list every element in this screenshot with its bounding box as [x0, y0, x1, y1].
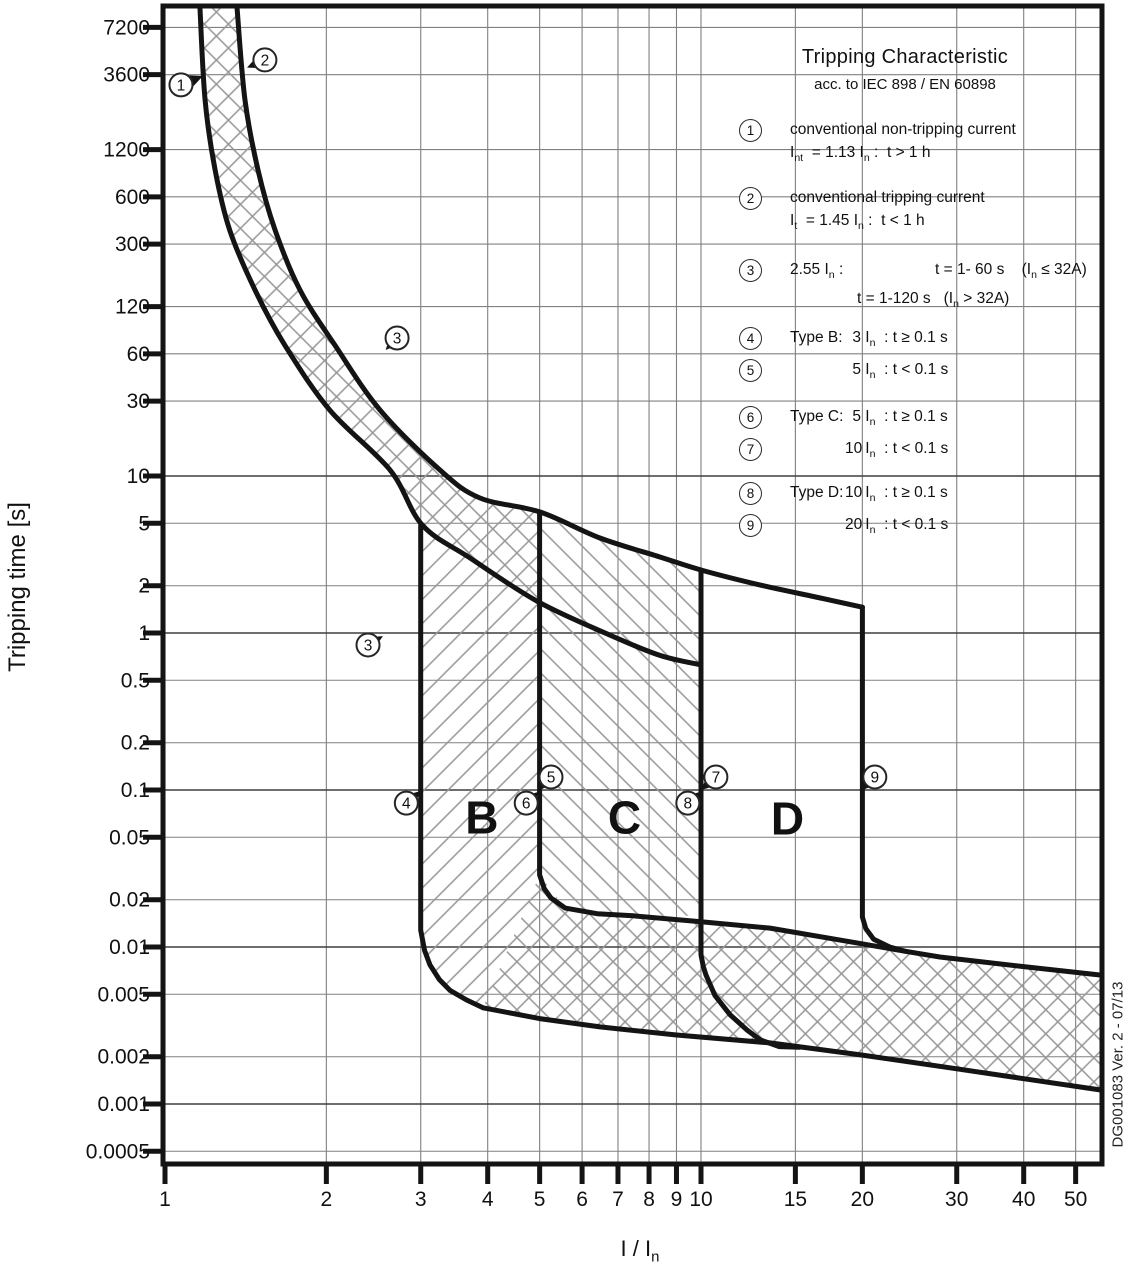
y-tick-label: 0.02: [109, 888, 150, 912]
document-reference-note: DG001083 Ver. 2 - 07/13: [1109, 981, 1127, 1148]
y-axis-title: Tripping time [s]: [4, 502, 31, 672]
y-tick-label: 0.002: [97, 1045, 150, 1069]
legend-item-text: 2.55 $I_n$ :: [790, 261, 844, 282]
marker-number: 5: [546, 769, 556, 787]
legend-item-condition: $I_n$ : t ≥ 0.1 s: [861, 483, 948, 504]
region-label-D: D: [770, 792, 805, 845]
x-tick-label: 5: [533, 1188, 546, 1211]
marker-number: 3: [363, 637, 373, 655]
x-tick-label: 4: [481, 1188, 494, 1211]
legend-item-text: conventional tripping current: [790, 189, 985, 207]
marker-6: [515, 792, 539, 815]
legend-item-type: Type B:: [790, 329, 843, 347]
marker-number: 1: [176, 77, 186, 95]
marker-7: [701, 766, 727, 790]
marker-5: [540, 766, 563, 790]
legend-item-number-badge: 6: [739, 406, 762, 429]
legend-item-condition: $I_n$ : t ≥ 0.1 s: [861, 407, 948, 428]
y-tick-label: 3600: [103, 63, 150, 87]
legend-item-number-badge: 7: [739, 438, 762, 461]
y-tick-label: 2: [138, 574, 150, 598]
y-tick-labels: [86, 16, 150, 1163]
marker-number: 2: [260, 52, 270, 70]
x-axis-title: I / $I_n$: [620, 1236, 660, 1266]
y-tick-label: 1: [138, 622, 150, 645]
y-tick-label: 0.005: [97, 983, 150, 1007]
x-tick-label: 20: [850, 1188, 875, 1211]
legend-item-number-badge: 4: [739, 327, 762, 350]
legend-item-8: [712, 482, 1098, 509]
y-tick-label: 7200: [103, 16, 150, 40]
y-tick-label: 120: [114, 295, 150, 319]
x-tick-label: 7: [612, 1188, 624, 1211]
legend-item-multiplier: 3: [852, 329, 861, 347]
x-tick-label: 10: [689, 1188, 713, 1211]
y-tick-label: 0.0005: [85, 1140, 150, 1164]
marker-4: [395, 791, 421, 815]
legend-item-number-badge: 9: [739, 514, 762, 537]
y-tick-label: 300: [114, 233, 150, 257]
legend-item-condition: $I_n$ : t < 0.1 s: [861, 515, 949, 536]
legend-item-number-badge: 5: [739, 359, 762, 382]
x-tick-label: 40: [1012, 1188, 1036, 1211]
x-tick-label: 3: [414, 1188, 427, 1211]
marker-number: 8: [683, 795, 693, 813]
legend-item-condition: $I_n$ : t ≥ 0.1 s: [861, 329, 948, 350]
legend-box: [712, 46, 1098, 541]
marker-1: [169, 73, 202, 96]
x-tick-label: 30: [945, 1188, 969, 1211]
y-tick-label: 10: [126, 465, 150, 488]
x-tick-label: 1: [159, 1188, 171, 1211]
y-tick-label: 5: [138, 512, 150, 536]
legend-item-text: conventional non-tripping current: [790, 121, 1016, 138]
legend-item-formula: $I_{nt} = 1.13$ $I_n$ : t > 1 h: [790, 144, 931, 165]
legend-item-multiplier: 10: [845, 483, 863, 501]
x-tick-label: 6: [576, 1188, 588, 1211]
legend-item-1: [712, 119, 1098, 140]
legend-items: [712, 119, 1098, 541]
legend-item-6: [712, 406, 1098, 433]
legend-item-condition: $I_n$ : t < 0.1 s: [861, 439, 949, 460]
legend-item-5: [712, 359, 1098, 386]
y-tick-label: 1200: [103, 138, 150, 162]
legend-title: Tripping Characteristic: [801, 46, 1009, 68]
hatch-region-type-C-region: [540, 512, 701, 916]
legend-subtitle: acc. to IEC 898 / EN 60898: [814, 76, 996, 93]
y-tick-label: 600: [114, 185, 150, 209]
marker-number: 6: [521, 795, 531, 813]
x-tick-label: 9: [670, 1188, 683, 1211]
x-tick-label: 2: [320, 1188, 333, 1211]
legend-item-number-badge: 8: [739, 482, 762, 505]
legend-item-formula: $I_t = 1.45$ $I_n$ : t < 1 h: [790, 212, 925, 233]
region-label-C: C: [607, 791, 642, 844]
legend-item-4: [712, 327, 1098, 354]
marker-number: 7: [711, 769, 721, 787]
legend-item-number-badge: 2: [739, 187, 762, 210]
x-tick-label: 15: [783, 1188, 808, 1211]
x-tick-label: 8: [643, 1188, 655, 1211]
legend-item-2: [712, 187, 1098, 208]
y-tick-label: 0.001: [97, 1093, 150, 1116]
x-tick-label: 50: [1063, 1188, 1088, 1211]
legend-item-number-badge: 1: [739, 119, 762, 142]
marker-2: [247, 48, 276, 71]
legend-item-type: Type C:: [790, 407, 844, 425]
y-tick-label: 0.2: [120, 731, 150, 755]
legend-item-9: [712, 514, 1098, 541]
x-tick-labels: [159, 1188, 1087, 1211]
marker-3: [357, 633, 383, 656]
legend-item-type: Type D:: [790, 483, 844, 501]
hatch-region-thermal-tolerance-band: [200, 9, 540, 602]
y-tick-label: 0.05: [109, 826, 150, 850]
legend-item-7: [712, 438, 1098, 465]
y-tick-label: 0.01: [109, 936, 150, 959]
marker-number: 9: [870, 769, 880, 787]
marker-number: 4: [402, 795, 411, 813]
region-label-B: B: [465, 791, 499, 844]
legend-item-formula: t = 1-120 s $(I_n > 32A)$: [857, 290, 1010, 311]
marker-3: [386, 326, 409, 350]
y-tick-label: 60: [126, 342, 150, 366]
marker-8: [676, 792, 700, 815]
marker-number: 3: [392, 330, 402, 348]
legend-item-multiplier: 5: [852, 361, 861, 379]
legend-item-number-badge: 3: [739, 259, 762, 282]
legend-item-formula: t = 1- 60 s $(I_n \le 32A)$: [935, 261, 1087, 282]
marker-9: [862, 766, 886, 790]
y-tick-label: 0.1: [120, 779, 150, 802]
legend-item-condition: $I_n$ : t < 0.1 s: [861, 361, 949, 382]
legend-item-multiplier: 5: [852, 407, 861, 425]
legend-item-multiplier: 10: [845, 439, 863, 457]
y-tick-label: 30: [126, 390, 150, 414]
legend-item-multiplier: 20: [845, 515, 863, 533]
legend-item-3: [712, 259, 1098, 286]
y-tick-label: 0.5: [120, 669, 150, 693]
